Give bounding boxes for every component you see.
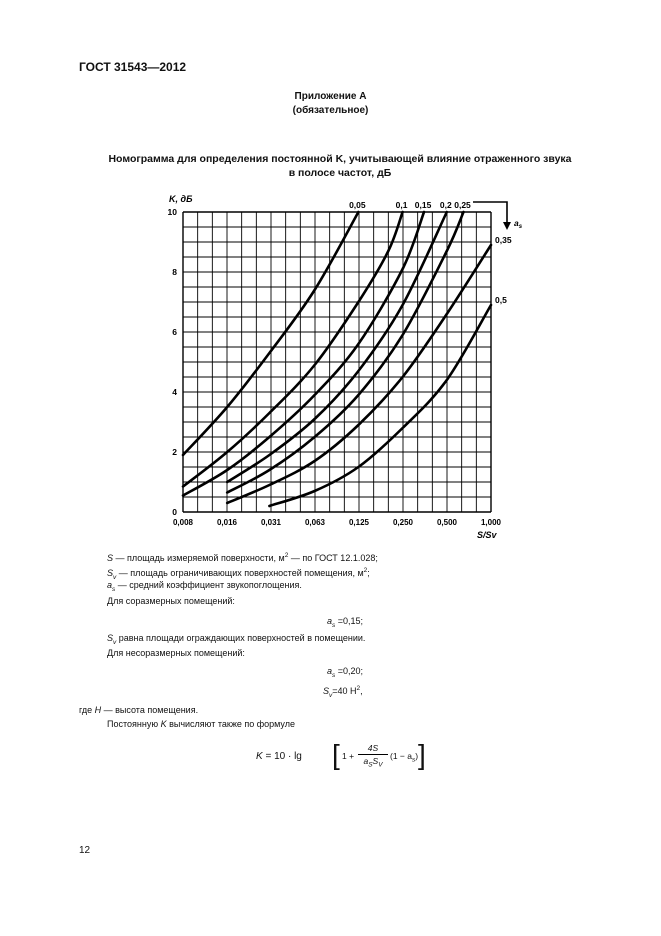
x-tick-label: 1,000 [480,518,502,527]
x-axis-label: S/Sv [477,530,497,540]
formula-k: K = 10 · lg [ 1 + 4S $a_SS_V$ $(1 - a_s)$ ] [256,739,426,770]
y-tick-label: 10 [167,207,177,217]
y-axis-label: K, дБ [169,194,193,204]
x-tick-label: 0,016 [216,518,238,527]
standard-header: ГОСТ 31543—2012 [79,60,187,74]
text-proportional: Для соразмерных помещений: [107,596,235,606]
y-tick-label: 0 [172,507,177,517]
series-label: 0,5 [495,295,507,305]
equation-as-020: $a_s =0,20$; [327,666,364,679]
legend-as: $a_s$ — средний коэффициент звукопоглощения. [107,580,302,593]
x-tick-label: 0,500 [436,518,458,527]
series-label: 0,25 [454,200,471,210]
y-tick-label: 6 [172,327,177,337]
x-tick-label: 0,031 [260,518,282,527]
text-disproportional: Для несоразмерных помещений: [107,648,245,658]
appendix-status: (обязательное) [292,105,369,116]
legend-sv: $S_v$ — площадь ограничивающих поверхностей помещения, $м^2$; [107,567,370,581]
legend-s: S — площадь измеряемой поверхности, $м^2$ — по ГОСТ 12.1.028; [107,552,378,563]
nomogram-chart [155,190,525,545]
equation-sv-40h2: $S_v=40$ $H^2$, [323,685,363,699]
text-where-h: где H — высота помещения. [79,705,199,715]
parameter-label: $a_s$ [514,218,523,230]
series-label: 0,35 [495,235,512,245]
text-sv-equal: $S_v$ равна площади ограждающих поверхностей в помещении. [107,633,366,646]
equation-as-015: $a_s =0,15$; [327,616,364,629]
x-tick-label: 0,125 [348,518,370,527]
x-tick-label: 0,250 [392,518,414,527]
curve-as-0-1 [183,212,403,487]
y-tick-label: 2 [172,447,177,457]
chart-curves [183,212,491,506]
page-number: 12 [79,845,91,856]
series-label: 0,05 [349,200,366,210]
parameter-arrow [473,202,523,230]
y-tick-label: 4 [172,387,177,397]
series-label: 0,1 [395,200,408,210]
figure-title-line1: Номограмма для определения постоянной K, учитывающей влияние отраженного звука [108,153,572,165]
figure-title-line2: в полосе частот, дБ [288,167,392,179]
x-tick-label: 0,063 [304,518,326,527]
appendix-title: Приложение А [294,91,367,102]
y-tick-label: 8 [172,267,177,277]
x-tick-label: 0,008 [172,518,194,527]
text-formula-intro: Постоянную K вычисляют также по формуле [107,719,295,729]
series-label: 0,15 [414,200,432,210]
series-label: 0,2 [439,200,452,210]
